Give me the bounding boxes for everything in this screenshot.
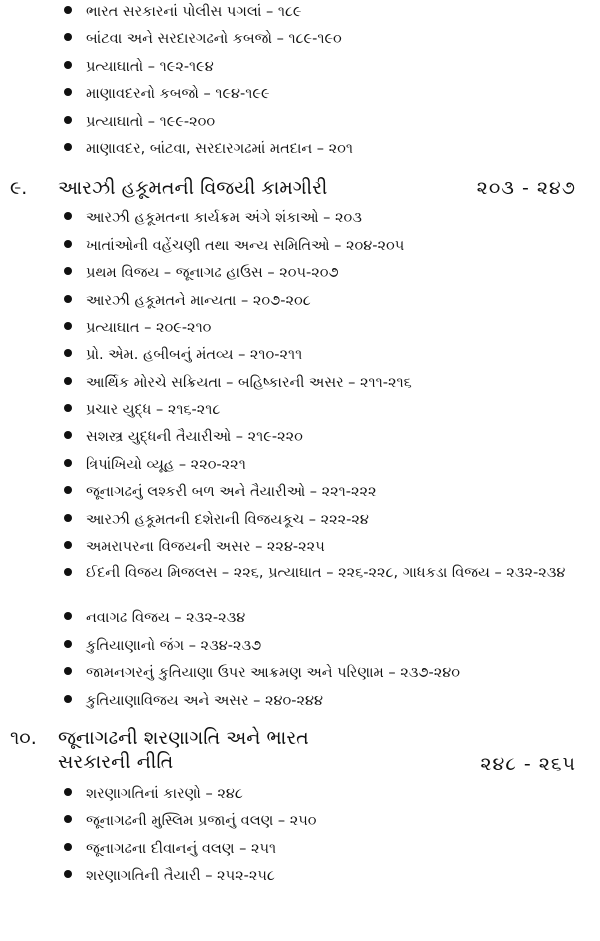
- bullet-icon: [64, 541, 72, 549]
- chapter-topic-list: [0, 782, 600, 892]
- chapter-title: આરઝી હકૂમતની વિજયી કામગીરી: [58, 177, 328, 200]
- chapter-number: ૯.: [10, 177, 28, 200]
- bullet-icon: [64, 568, 72, 576]
- bullet-icon: [64, 459, 72, 467]
- list-item: અમરાપરના વિજયની અસર – ૨૨૪-૨૨૫: [0, 535, 600, 562]
- bullet-icon: [64, 695, 72, 703]
- list-item: માણાવદરનો કબજો – ૧૯૪-૧૯૯: [0, 82, 600, 109]
- bullet-icon: [64, 788, 72, 796]
- bullet-icon: [64, 143, 72, 151]
- bullet-icon: [64, 815, 72, 823]
- bullet-icon: [64, 349, 72, 357]
- chapter-pages: ૨૦૩ - ૨૪૭: [476, 177, 576, 200]
- list-item: નવાગઢ વિજય – ૨૩૨-૨૩૪: [0, 606, 600, 633]
- chapter-title-line1: જૂનાગઢની શરણાગતિ અને ભારત: [58, 726, 309, 749]
- bullet-icon: [64, 870, 72, 878]
- list-item: પ્રત્યાઘાતો – ૧૯૯-૨૦૦: [0, 110, 600, 137]
- bullet-icon: [64, 240, 72, 248]
- chapter-heading: [0, 726, 600, 780]
- list-item: પ્રચાર યુદ્ધ – ૨૧૬-૨૧૮: [0, 398, 600, 425]
- bullet-icon: [64, 295, 72, 303]
- list-item: જામનગરનું કુતિયાણા ઉપર આક્રમણ અને પરિણામ – ૨૩૭-૨૪૦: [0, 661, 600, 688]
- bullet-icon: [64, 88, 72, 96]
- bullet-icon: [64, 6, 72, 14]
- list-item: જૂનાગઢનું લશ્કરી બળ અને તૈયારીઓ – ૨૨૧-૨૨૨: [0, 480, 600, 507]
- list-item: આરઝી હકૂમતને માન્યતા – ૨૦૭-૨૦૮: [0, 289, 600, 316]
- bullet-icon: [64, 322, 72, 330]
- list-item: શરણાગતિની તૈયારી – ૨૫૨-૨૫૮: [0, 864, 600, 891]
- list-item: ઈદની વિજય મિજલસ – ૨૨૬, પ્રત્યાઘાત – ૨૨૬-૨૨૮, ગાધકડા વિજય – ૨૩૨-૨૩૪: [0, 562, 600, 606]
- list-item: કુતિયાણાવિજય અને અસર – ૨૪૦-૨૪૪: [0, 689, 600, 716]
- list-item: પ્રત્યાઘાત – ૨૦૯-૨૧૦: [0, 316, 600, 343]
- list-item: જૂનાગઢના દીવાનનું વલણ – ૨૫૧: [0, 837, 600, 864]
- bullet-icon: [64, 843, 72, 851]
- chapter-heading: [0, 176, 600, 202]
- list-item: ત્રિપાંખિયો વ્યૂહ – ૨૨૦-૨૨૧: [0, 453, 600, 480]
- bullet-icon: [64, 404, 72, 412]
- chapter-title-line2: સરકારની નીતિ: [58, 750, 174, 773]
- list-item: આરઝી હકૂમતના કાર્યક્રમ અંગે શંકાઓ – ૨૦૩: [0, 206, 600, 233]
- chapter-number: ૧૦.: [10, 726, 37, 749]
- chapter-topic-list: [0, 206, 600, 716]
- bullet-icon: [64, 612, 72, 620]
- list-item: શરણાગતિનાં કારણો – ૨૪૮: [0, 782, 600, 809]
- bullet-icon: [64, 116, 72, 124]
- list-item: કુતિયાણાનો જંગ – ૨૩૪-૨૩૭: [0, 634, 600, 661]
- list-item: પ્રથમ વિજય – જૂનાગઢ હાઉસ – ૨૦૫-૨૦૭: [0, 261, 600, 288]
- chapter-pages: ૨૪૮ - ૨૬૫: [480, 752, 576, 775]
- list-item: સશસ્ત્ર યુદ્ધની તૈયારીઓ – ૨૧૯-૨૨૦: [0, 425, 600, 452]
- list-item: પ્રો. એમ. હબીબનું મંતવ્ય – ૨૧૦-૨૧૧: [0, 343, 600, 370]
- bullet-icon: [64, 514, 72, 522]
- bullet-icon: [64, 486, 72, 494]
- list-item: આર્થિક મોરચે સક્રિયતા – બહિષ્કારની અસર – ૨૧૧-૨૧૬: [0, 371, 600, 398]
- bullet-icon: [64, 267, 72, 275]
- list-item: ખાતાંઓની વહેંચણી તથા અન્ય સમિતિઓ – ૨૦૪-૨૦૫: [0, 234, 600, 261]
- bullet-icon: [64, 377, 72, 385]
- list-item: ભારત સરકારનાં પોલીસ પગલાં – ૧૮૯: [0, 0, 600, 27]
- bullet-icon: [64, 61, 72, 69]
- list-item: પ્રત્યાઘાતો – ૧૯૨-૧૯૪: [0, 55, 600, 82]
- list-item: આરઝી હકૂમતની દશેરાની વિજયકૂચ – ૨૨૨-૨૪: [0, 508, 600, 535]
- bullet-icon: [64, 431, 72, 439]
- bullet-icon: [64, 667, 72, 675]
- bullet-icon: [64, 640, 72, 648]
- list-item: બાંટવા અને સરદારગઢનો કબજો – ૧૮૯-૧૯૦: [0, 27, 600, 54]
- list-item: જૂનાગઢની મુસ્લિમ પ્રજાનું વલણ – ૨૫૦: [0, 809, 600, 836]
- bullet-icon: [64, 212, 72, 220]
- section-list-continued: [0, 0, 600, 164]
- bullet-icon: [64, 33, 72, 41]
- list-item: માણાવદર, બાંટવા, સરદારગઢમાં મતદાન – ૨૦૧: [0, 137, 600, 164]
